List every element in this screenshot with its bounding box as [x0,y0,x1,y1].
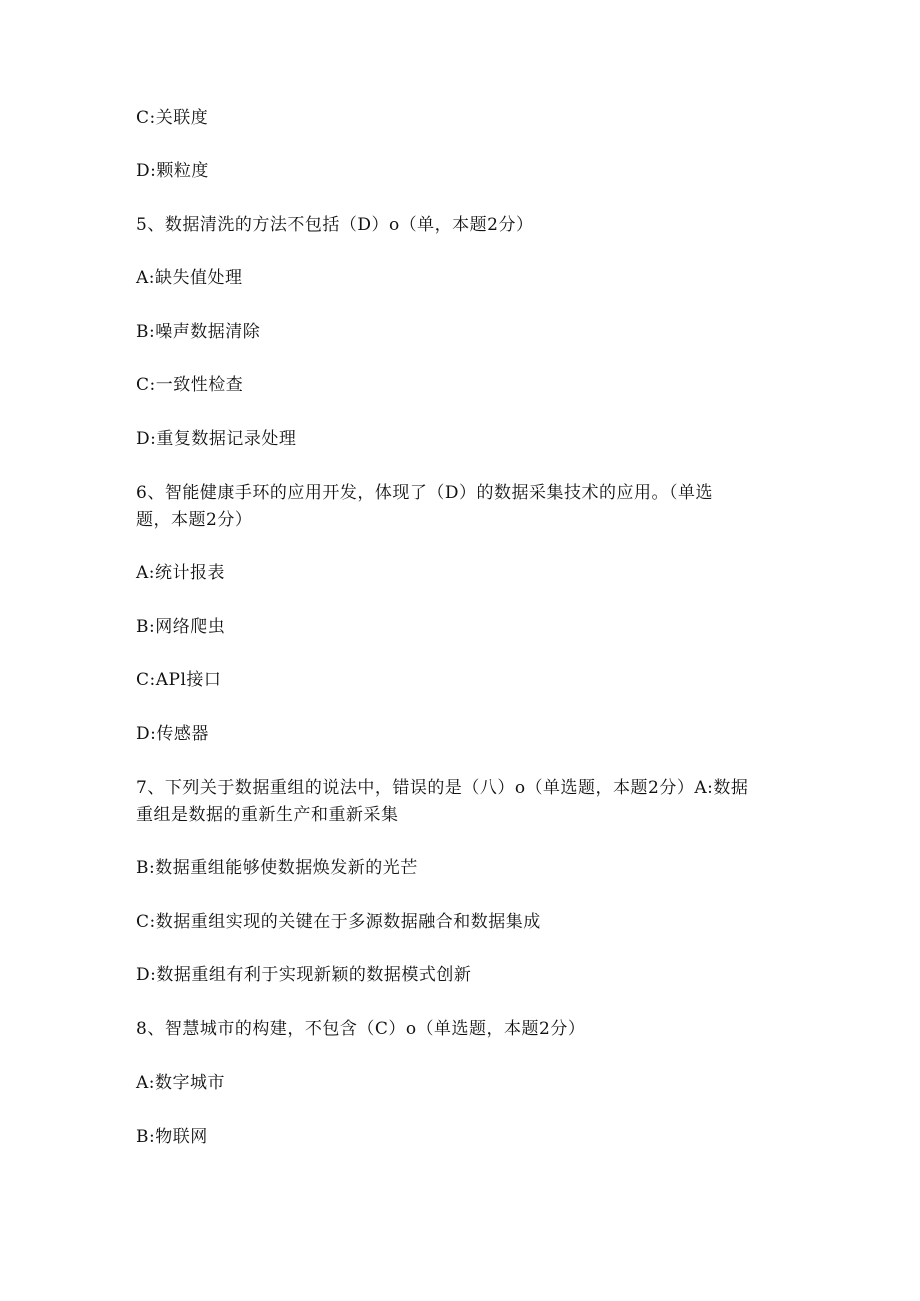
option-d-q4: D:颗粒度 [136,161,209,181]
option-c-q7: C:数据重组实现的关键在于多源数据融合和数据集成 [136,912,541,932]
question-6-line-2: 题，本题2分） [136,510,253,530]
question-6-line-1: 6、智能健康手环的应用开发，体现了（D）的数据采集技术的应用。（单选 [136,483,713,503]
option-d-q6: D:传感器 [136,724,209,744]
question-8: 8、智慧城市的构建，不包含（C）o（单选题，本题2分） [136,1019,586,1039]
option-d-q7: D:数据重组有利于实现新颖的数据模式创新 [136,965,472,985]
question-7-line-2: 重组是数据的重新生产和重新采集 [136,805,399,825]
option-d-q5: D:重复数据记录处理 [136,429,297,449]
option-c-q5: C:一致性检查 [136,375,244,395]
option-b-q8: B:物联网 [136,1127,208,1147]
option-c-q4: C:关联度 [136,108,209,128]
question-5: 5、数据清洗的方法不包括（D）o（单，本题2分） [136,215,534,235]
option-b-q6: B:网络爬虫 [136,617,226,637]
question-7-line-1: 7、下列关于数据重组的说法中，错误的是（八）o（单选题，本题2分）A:数据 [136,778,749,798]
option-a-q8: A:数字城市 [136,1073,226,1093]
option-b-q7: B:数据重组能够使数据焕发新的光芒 [136,858,418,878]
option-c-q6: C:APl接口 [136,670,222,690]
option-b-q5: B:噪声数据清除 [136,322,261,342]
option-a-q5: A:缺失值处理 [136,268,243,288]
option-a-q6: A:统计报表 [136,563,226,583]
